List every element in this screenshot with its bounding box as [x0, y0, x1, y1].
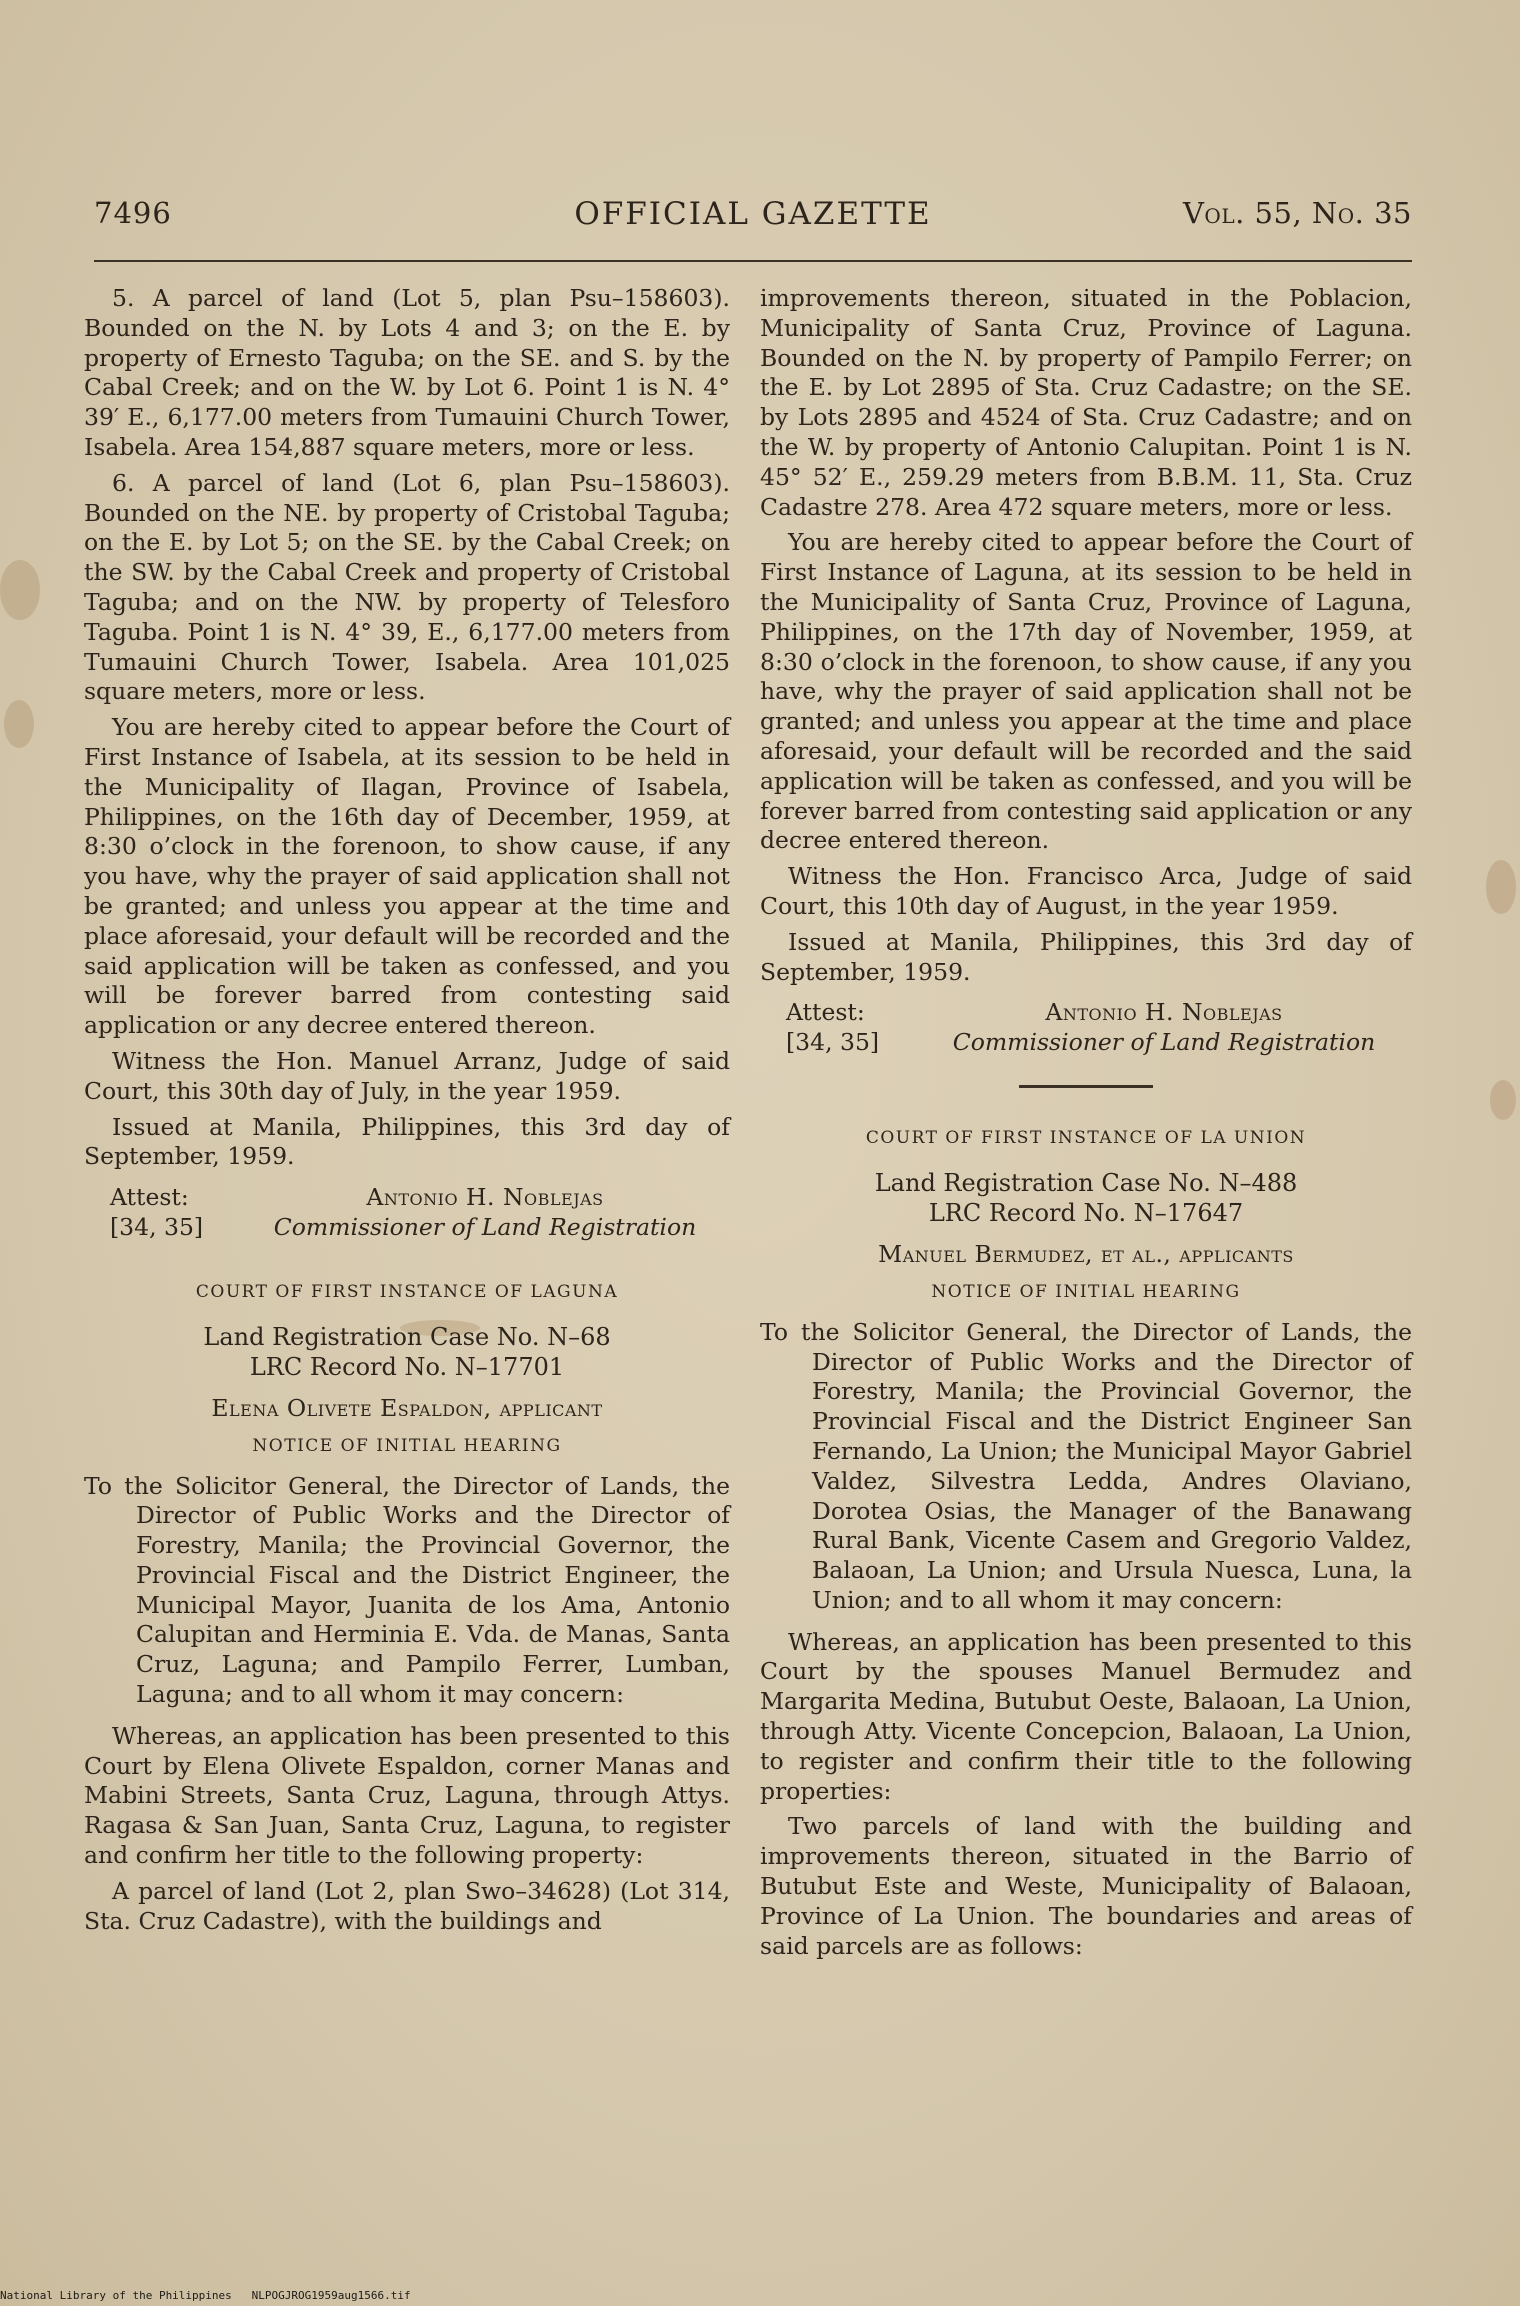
case-number: Land Registration Case No. N–488	[874, 1169, 1298, 1198]
page-header	[94, 196, 1412, 246]
parcel-5-paragraph: 5. A parcel of land (Lot 5, plan Psu–158603). Bounded on the N. by Lots 4 and 3; on the E. by property of Ernesto Taguba; on the SE. and S. by the Cabal Creek; and on the W. by Lot 6. Point 1 is N. 4° 39′ E., 6,177.00 meters from Tumauini Church Tower, Isabela. Area 154,887 square meters, more or less.	[84, 284, 730, 461]
whereas-paragraph: Whereas, an application has been presented to this Court by the spouses Manuel Bermudez and Margarita Medina, Butubut Oeste, Balaoan, La Union, through Atty. Vicente Concepcion, Balaoan, La Union, to register and confirm their title to the following properties:	[760, 1627, 1412, 1805]
right-column	[760, 284, 1412, 1967]
issued-paragraph: Issued at Manila, Philippines, this 3rd day of September, 1959.	[84, 1112, 730, 1171]
notice-heading: NOTICE OF INITIAL HEARING	[931, 1281, 1241, 1302]
applicant-name: Manuel Bermudez, et al., applicants	[878, 1240, 1294, 1269]
paper-stain	[4, 700, 34, 748]
parcels-paragraph: Two parcels of land with the building and improvements thereon, situated in the Barrio of Butubut Este and Weste, Municipality of Balaoan, Province of La Union. The boundaries and areas of said parcels are as follows:	[760, 1812, 1412, 1960]
publication-title: OFFICIAL GAZETTE	[574, 196, 932, 232]
lrc-record-number: LRC Record No. N–17701	[249, 1352, 565, 1381]
attest-label: Attest:	[786, 998, 865, 1027]
scan-footer	[0, 2289, 411, 2302]
applicant-name: Elena Olivete Espaldon, applicant	[211, 1393, 603, 1422]
section-divider	[1019, 1085, 1153, 1088]
citation-paragraph: You are hereby cited to appear before the Court of First Instance of Isabela, at its session to be held in the Municipality of Ilagan, Province of Isabela, Philippines, on the 16th day of December, 1959, at 8:30 o’clock in the forenoon, to show cause, if any you have, why the prayer of said application shall not be granted; and unless you appear at the time and place aforesaid, your default will be recorded and the said application will be taken as confessed, and you will be forever barred from contesting said application or any decree entered thereon.	[84, 713, 730, 1040]
attest-reference: [34, 35]	[110, 1213, 204, 1242]
attest-name: Antonio H. Noblejas	[366, 1183, 604, 1212]
scan-filename: NLPOGJROG1959aug1566.tif	[251, 2289, 411, 2302]
paper-stain	[0, 560, 40, 620]
paper-stain	[1486, 860, 1516, 914]
header-rule	[94, 260, 1412, 262]
parcel-6-paragraph: 6. A parcel of land (Lot 6, plan Psu–158603). Bounded on the NE. by property of Cristobal Taguba; on the E. by Lot 5; on the SE. by the Cabal Creek; on the SW. by the Cabal Creek and property of Cristobal Taguba; and on the NW. by property of Telesforo Taguba. Point 1 is N. 4° 39, E., 6,177.00 meters from Tumauini Church Tower, Isabela. Area 101,025 square meters, more or less.	[84, 468, 730, 706]
paper-stain	[1490, 1080, 1516, 1120]
page-number: 7496	[94, 196, 172, 230]
parcel-paragraph: A parcel of land (Lot 2, plan Swo–34628) (Lot 314, Sta. Cruz Cadastre), with the buildings and	[84, 1876, 730, 1935]
addressees-paragraph: To the Solicitor General, the Director of Lands, the Director of Public Works and the Director of Forestry, Manila; the Provincial Governor, the Provincial Fiscal and the District Engineer, the Municipal Mayor, Juanita de los Ama, Antonio Calupitan and Herminia E. Vda. de Manas, Santa Cruz, Laguna; and Pampilo Ferrer, Lumban, Laguna; and to all whom it may concern:	[84, 1471, 730, 1709]
addressees-paragraph: To the Solicitor General, the Director of Lands, the Director of Public Works and the Director of Forestry, Manila; the Provincial Governor, the Provincial Fiscal and the District Engineer San Fernando, La Union; the Municipal Mayor Gabriel Valdez, Silvestra Ledda, Andres Olaviano, Dorotea Osias, the Manager of the Banawang Rural Bank, Vicente Casem and Gregorio Valdez, Balaoan, La Union; and Ursula Nuesca, Luna, la Union; and to all whom it may concern:	[760, 1317, 1412, 1614]
parcel-continuation-paragraph: improvements thereon, situated in the Poblacion, Municipality of Santa Cruz, Province of Laguna. Bounded on the N. by property of Pampilo Ferrer; on the E. by Lot 2895 of Sta. Cruz Cadastre; on the SE. by Lots 2895 and 4524 of Sta. Cruz Cadastre; and on the W. by property of Antonio Calupitan. Point 1 is N. 45° 52′ E., 259.29 meters from B.B.M. 11, Sta. Cruz Cadastre 278. Area 472 square meters, more or less.	[760, 284, 1412, 521]
attestation	[786, 997, 1412, 1057]
lrc-record-number: LRC Record No. N–17647	[928, 1199, 1244, 1228]
attest-name: Antonio H. Noblejas	[1045, 998, 1283, 1027]
attest-label: Attest:	[110, 1183, 189, 1212]
citation-paragraph: You are hereby cited to appear before the Court of First Instance of Laguna, at its session to be held in the Municipality of Santa Cruz, Province of Laguna, Philippines, on the 17th day of November, 1959, at 8:30 o’clock in the forenoon, to show cause, if any you have, why the prayer of said application shall not be granted; and unless you appear at the time and place aforesaid, your default will be recorded and the said application will be taken as confessed, and you will be forever barred from contesting said application or any decree entered thereon.	[760, 528, 1412, 855]
attestation	[110, 1182, 730, 1242]
volume-number: Vol. 55, No. 35	[1182, 196, 1412, 230]
witness-paragraph: Witness the Hon. Manuel Arranz, Judge of said Court, this 30th day of July, in the year 1959.	[84, 1046, 730, 1105]
library-credit: National Library of the Philippines	[0, 2289, 232, 2302]
notice-heading: NOTICE OF INITIAL HEARING	[252, 1435, 562, 1456]
whereas-paragraph: Whereas, an application has been presented to this Court by Elena Olivete Espaldon, corner Manas and Mabini Streets, Santa Cruz, Laguna, through Attys. Ragasa & San Juan, Santa Cruz, Laguna, to register and confirm her title to the following property:	[84, 1721, 730, 1870]
witness-paragraph: Witness the Hon. Francisco Arca, Judge of said Court, this 10th day of August, in the year 1959.	[760, 862, 1412, 920]
issued-paragraph: Issued at Manila, Philippines, this 3rd day of September, 1959.	[760, 927, 1412, 986]
attest-title: Commissioner of Land Registration	[952, 1028, 1376, 1057]
attest-reference: [34, 35]	[786, 1028, 880, 1057]
left-column	[84, 284, 730, 1942]
attest-title: Commissioner of Land Registration	[273, 1213, 697, 1242]
court-heading: COURT OF FIRST INSTANCE OF LAGUNA	[195, 1282, 619, 1303]
court-heading: COURT OF FIRST INSTANCE OF LA UNION	[865, 1128, 1307, 1149]
case-number: Land Registration Case No. N–68	[203, 1322, 611, 1351]
